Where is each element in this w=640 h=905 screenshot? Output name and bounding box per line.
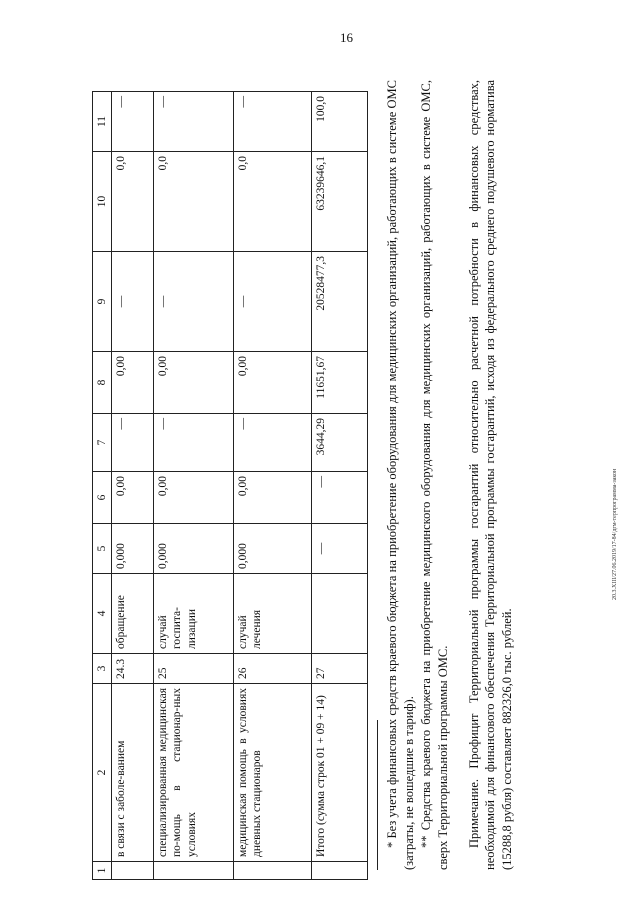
row-number-cell [112, 862, 154, 880]
value-cell: — [112, 92, 154, 152]
row-number-cell [154, 862, 234, 880]
header-cell: 10 [93, 152, 112, 252]
value-cell: 0,000 [112, 524, 154, 574]
value-cell: 100,0 [312, 92, 368, 152]
line-number-cell: 24.3 [112, 654, 154, 684]
header-cell: 7 [93, 414, 112, 472]
rotated-page-content [92, 20, 632, 880]
line-number-cell: 25 [154, 654, 234, 684]
footnotes [377, 80, 516, 870]
header-cell: 4 [93, 574, 112, 654]
footnote-1: * Без учета финансовых средств краевого бюджета на приобретение оборудования для медицинских организаций, работающих в системе ОМС (затраты, не вошедшие в тариф). [385, 80, 416, 870]
value-cell: — [234, 414, 312, 472]
value-cell: 0,00 [154, 352, 234, 414]
indicator-cell: Итого (сумма строк 01 + 09 + 14) [312, 684, 368, 862]
value-cell: 0,00 [234, 352, 312, 414]
indicator-cell: специализированная медицинская по-мощь в стационар-ных условиях [154, 684, 234, 862]
value-cell: 0,000 [234, 524, 312, 574]
row-number-cell [312, 862, 368, 880]
line-number-cell: 27 [312, 654, 368, 684]
remark-note: Примечание. Профицит Территориальной программы госгарантий относительно расчетной потребности в финансовых средствах, необходимой для финансового обеспечения Территориальной программы госгарантий, исходя из федерального среднего подушевого норматива (15288,8 рубля) составляет 882326,0 тыс. рублей. [466, 80, 515, 870]
value-cell: — [154, 252, 234, 352]
header-cell: 1 [93, 862, 112, 880]
header-cell: 5 [93, 524, 112, 574]
header-cell: 3 [93, 654, 112, 684]
header-cell: 11 [93, 92, 112, 152]
unit-cell: случай госпита-лизации [154, 574, 234, 654]
footnote-2: ** Средства краевого бюджета на приобретение медицинского оборудования для медицинских организаций, работающих в системе ОМС, сверх Территориальной программы ОМС. [418, 80, 450, 870]
table-row [112, 92, 154, 880]
value-cell: 63239646,1 [312, 152, 368, 252]
value-cell: — [154, 92, 234, 152]
value-cell: 0,00 [154, 472, 234, 524]
indicator-cell: в связи с заболе-ванием [112, 684, 154, 862]
value-cell: 20528477,3 [312, 252, 368, 352]
header-cell: 6 [93, 472, 112, 524]
header-cell: 8 [93, 352, 112, 414]
table-row-total [312, 92, 368, 880]
value-cell: — [112, 252, 154, 352]
value-cell: — [312, 472, 368, 524]
document-code-text: 20.3.XIII/27.06.2019/17-84/дгм-терпрограмма-закон [612, 468, 618, 600]
footnote-divider [377, 720, 378, 870]
financing-table [92, 91, 368, 880]
value-cell: 0,0 [154, 152, 234, 252]
header-cell: 9 [93, 252, 112, 352]
table-header-row [93, 92, 112, 880]
value-cell: 0,0 [234, 152, 312, 252]
value-cell: — [234, 252, 312, 352]
value-cell: 0,0 [112, 152, 154, 252]
value-cell: 0,000 [154, 524, 234, 574]
value-cell: — [312, 524, 368, 574]
unit-cell: случай лечения [234, 574, 312, 654]
table-row [234, 92, 312, 880]
unit-cell [312, 574, 368, 654]
header-cell: 2 [93, 684, 112, 862]
value-cell: 3644,29 [312, 414, 368, 472]
table-row [154, 92, 234, 880]
value-cell: 11651,67 [312, 352, 368, 414]
row-number-cell [234, 862, 312, 880]
value-cell: — [154, 414, 234, 472]
indicator-cell: медицинская помощь в условиях дневных стационаров [234, 684, 312, 862]
value-cell: 0,00 [112, 352, 154, 414]
unit-cell: обращение [112, 574, 154, 654]
value-cell: — [234, 92, 312, 152]
value-cell: — [112, 414, 154, 472]
line-number-cell: 26 [234, 654, 312, 684]
value-cell: 0,00 [234, 472, 312, 524]
page-number: 16 [340, 30, 353, 45]
value-cell: 0,00 [112, 472, 154, 524]
